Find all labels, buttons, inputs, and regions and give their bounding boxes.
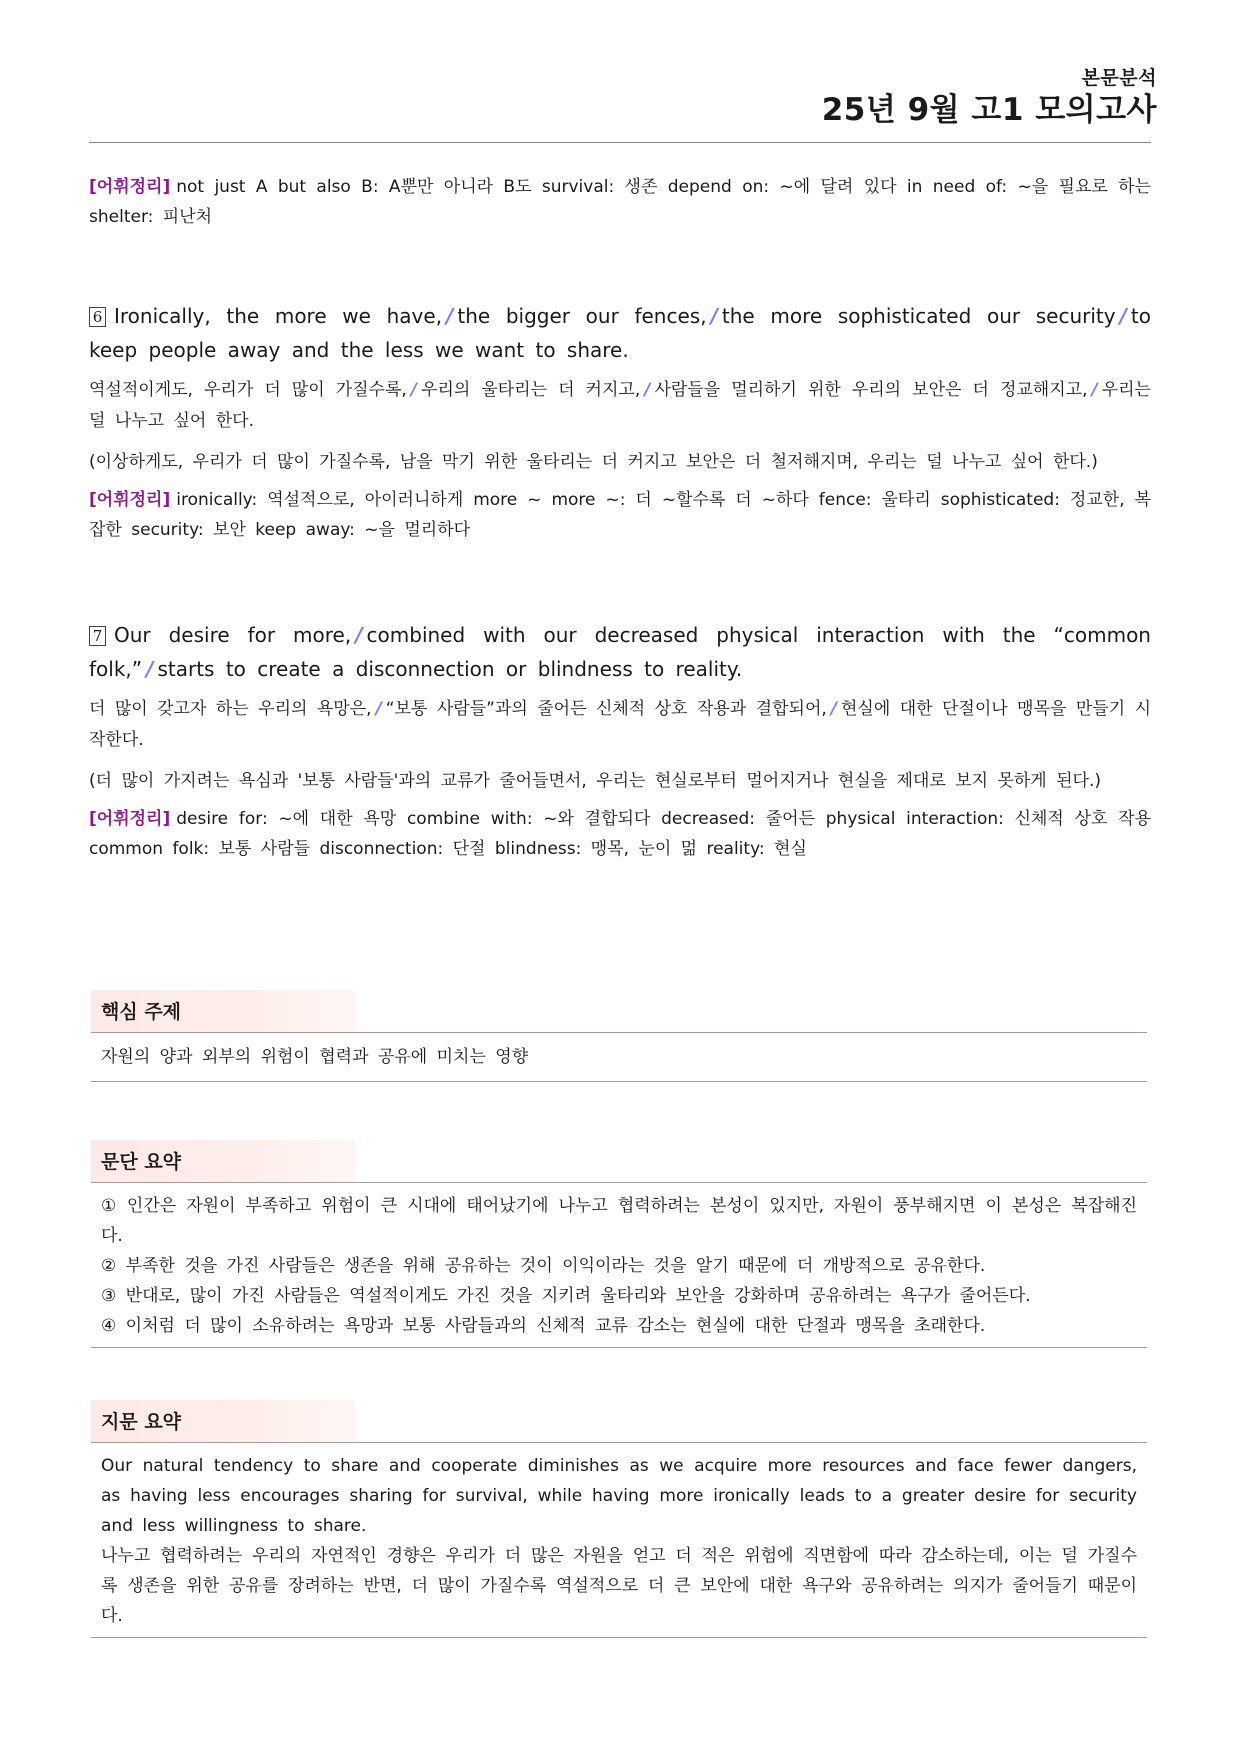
header-divider (89, 142, 1151, 143)
vocab-tag: [어휘정리] (89, 490, 171, 510)
passage-summary-heading: 지문 요약 (91, 1400, 355, 1442)
core-topic-text: 자원의 양과 외부의 위험이 협력과 공유에 미치는 영향 (101, 1047, 529, 1067)
chunk: to keep people away and the less we want to share. (89, 304, 1151, 362)
sentence-7-paraphrase: (더 많이 가지려는 욕심과 '보통 사람들'과의 교류가 줄어들면서, 우리는 현실로부터 멀어지거나 현실을 제대로 보지 못하게 된다.) (89, 771, 1101, 791)
chunk-divider-icon: / (1091, 380, 1098, 400)
summary-item: ④ 이처럼 더 많이 소유하려는 욕망과 보통 사람들과의 신체적 교류 감소는 현실에 대한 단절과 맹목을 초래한다. (101, 1316, 986, 1336)
chunk: 역설적이게도, 우리가 더 많이 가질수록, (89, 380, 407, 400)
sentence-6-paraphrase: (이상하게도, 우리가 더 많이 가질수록, 남을 막기 위한 울타리는 더 커지고 보안은 더 철저해지며, 우리는 덜 나누고 싶어 한다.) (89, 452, 1098, 472)
paragraph-summary-section (91, 1140, 1147, 1348)
vocab-text: desire for: ~에 대한 욕망 combine with: ~와 결합되다 decreased: 줄어든 physical interaction: 신체적 상호 작용 common folk: 보통 사람들 disconnection: 단절 blindness: 맹목, 눈이 멂 reality: 현실 (89, 809, 1151, 859)
sentence-7-english (89, 618, 1151, 686)
vocab-tag: [어휘정리] (89, 177, 171, 197)
vocab-text: ironically: 역설적으로, 아이러니하게 more ~ more ~: 더 ~할수록 더 ~하다 fence: 울타리 sophisticated: 정교한, 복잡한 security: 보안 keep away: ~을 멀리하다 (89, 490, 1151, 540)
chunk: starts to create a disconnection or blindness to reality. (157, 657, 743, 681)
page-subtitle: 본문분석 (1081, 67, 1157, 89)
chunk: the bigger our fences, (457, 304, 707, 328)
core-topic-section (91, 990, 1147, 1082)
vocab-tag: [어휘정리] (89, 809, 171, 829)
section-divider (91, 1347, 1147, 1348)
sentence-6-english (89, 299, 1151, 367)
passage-summary-korean: 나누고 협력하려는 우리의 자연적인 경향은 우리가 더 많은 자원을 얻고 더 적은 위험에 직면함에 따라 감소하는데, 이는 덜 가질수록 생존을 위한 공유를 장려하는 반면, 더 많이 가질수록 역설적으로 더 큰 보안에 대한 욕구와 공유하려는 의지가 줄어들기 때문이다. (101, 1546, 1137, 1626)
chunk-divider-icon: / (644, 380, 651, 400)
core-topic-heading: 핵심 주제 (91, 990, 355, 1032)
chunk-divider-icon: / (446, 304, 454, 328)
passage-summary-body (91, 1443, 1147, 1637)
page-title: 25년 9월 고1 모의고사 (821, 92, 1157, 128)
sentence-number-box: 7 (89, 626, 106, 646)
sentence-number-box: 6 (89, 307, 106, 327)
chunk: “보통 사람들”과의 줄어든 신체적 상호 작용과 결합되어, (385, 699, 827, 719)
paragraph-summary-heading: 문단 요약 (91, 1140, 355, 1182)
summary-item: ③ 반대로, 많이 가진 사람들은 역설적이게도 가진 것을 지키려 울타리와 보안을 강화하며 공유하려는 욕구가 줄어든다. (101, 1286, 1031, 1306)
chunk: 더 많이 갖고자 하는 우리의 욕망은, (89, 699, 372, 719)
vocab-text: not just A but also B: A뿐만 아니라 B도 survival: 생존 depend on: ~에 달려 있다 in need of: ~을 필요로 하는 shelter: 피난처 (89, 177, 1151, 227)
page-header (822, 66, 1157, 130)
chunk: Our desire for more, (114, 623, 352, 647)
summary-item: ① 인간은 자원이 부족하고 위험이 큰 시대에 태어났기에 나누고 협력하려는 본성이 있지만, 자원이 풍부해지면 이 본성은 복잡해진다. (101, 1196, 1137, 1246)
chunk-divider-icon: / (710, 304, 718, 328)
section-divider (91, 1637, 1147, 1638)
chunk-divider-icon: / (146, 657, 154, 681)
chunk-divider-icon: / (355, 623, 363, 647)
chunk: the more sophisticated our security (721, 304, 1116, 328)
sentence-7-block (89, 618, 1151, 864)
sentence-6-block (89, 299, 1151, 545)
chunk-divider-icon: / (830, 699, 837, 719)
chunk-divider-icon: / (410, 380, 418, 400)
sentence-7-korean (89, 694, 1151, 756)
passage-summary-english: Our natural tendency to share and cooperate diminishes as we acquire more resources and face fewer dangers, as having less encourages sharing for survival, while having more ironically leads to a greater desire for security and less willingness to share. (101, 1456, 1137, 1536)
sentence-7-vocab (89, 804, 1151, 864)
paragraph-summary-list (91, 1183, 1147, 1347)
chunk: Ironically, the more we have, (114, 304, 443, 328)
summary-item: ② 부족한 것을 가진 사람들은 생존을 위해 공유하는 것이 이익이라는 것을 알기 때문에 더 개방적으로 공유한다. (101, 1256, 986, 1276)
chunk: 우리의 울타리는 더 커지고, (421, 380, 641, 400)
chunk: 우리는 덜 나누고 싶어 한다. (89, 380, 1151, 431)
chunk: 사람들을 멀리하기 위한 우리의 보안은 더 정교해지고, (654, 380, 1088, 400)
vocab-block-top (89, 172, 1151, 232)
passage-summary-section (91, 1400, 1147, 1638)
chunk: 현실에 대한 단절이나 맹목을 만들기 시작한다. (89, 699, 1151, 750)
sentence-6-vocab (89, 485, 1151, 545)
section-divider (91, 1081, 1147, 1082)
chunk: combined with our decreased physical interaction with the “common folk,” (89, 623, 1151, 681)
sentence-6-korean (89, 375, 1151, 437)
chunk-divider-icon: / (375, 699, 382, 719)
chunk-divider-icon: / (1119, 304, 1127, 328)
